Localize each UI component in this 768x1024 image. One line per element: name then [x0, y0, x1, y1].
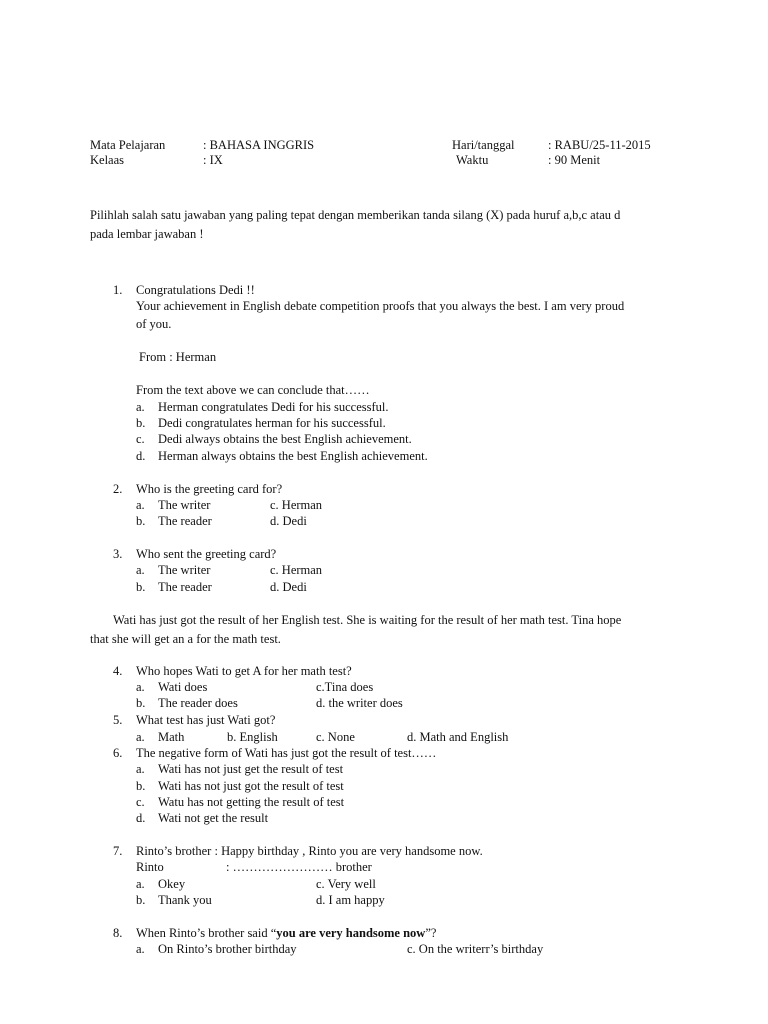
option-b-letter: b. [136, 416, 146, 430]
option-d-text: d. Dedi [270, 514, 307, 528]
option-c-text: c. Very well [316, 877, 376, 891]
option-b-text: Wati has not just got the result of test [158, 779, 344, 793]
card-text-line-1: Your achievement in English debate competition proofs that you always the best. I am very proud [136, 299, 625, 313]
option-b-letter: b. [136, 893, 146, 907]
passage-line-2: that she will get an a for the math test. [90, 632, 281, 646]
option-a-text: Okey [158, 877, 186, 891]
passage-line-1: Wati has just got the result of her English test. She is waiting for the result of her math test. Tina hope [113, 613, 622, 627]
option-b-text: The reader [158, 580, 212, 594]
question-number: 1. [113, 283, 123, 297]
option-b-text: Dedi congratulates herman for his successful. [158, 416, 386, 430]
card-text-line-2: of you. [136, 317, 172, 331]
option-a-letter: a. [136, 942, 145, 956]
question-text: Rinto’s brother : Happy birthday , Rinto you are very handsome now. [136, 844, 483, 858]
option-d-letter: d. [136, 811, 146, 825]
option-a-text: Wati has not just get the result of test [158, 762, 344, 776]
option-c-text: c. Herman [270, 563, 323, 577]
option-c-text: c. Herman [270, 498, 323, 512]
class-label: Kelaas [90, 153, 125, 167]
question-text-end: ”? [425, 926, 437, 940]
option-c-text: c.Tina does [316, 680, 374, 694]
option-a-text: The writer [158, 563, 211, 577]
question-text [136, 925, 436, 941]
question-text: Who is the greeting card for? [136, 482, 283, 496]
question-text: Who hopes Wati to get A for her math test? [136, 664, 352, 678]
option-c-text: Dedi always obtains the best English achievement. [158, 432, 412, 446]
day-value: : RABU/25-11-2015 [548, 138, 651, 152]
card-sender: From : Herman [139, 350, 217, 364]
question-number: 6. [113, 746, 123, 760]
question-text-start: When Rinto’s brother said “ [136, 926, 277, 940]
option-d-text: d. Math and English [407, 730, 509, 744]
option-a-text: On Rinto’s brother birthday [158, 942, 297, 956]
option-c-letter: c. [136, 432, 145, 446]
subject-label: Mata Pelajaran [90, 138, 166, 152]
option-a-letter: a. [136, 498, 145, 512]
option-b-text: The reader does [158, 696, 238, 710]
question-number: 3. [113, 547, 123, 561]
option-a-letter: a. [136, 563, 145, 577]
instruction-line-1: Pilihlah salah satu jawaban yang paling tepat dengan memberikan tanda silang (X) pada huruf a,b,c atau d [90, 208, 621, 222]
question-number: 5. [113, 713, 123, 727]
question-text: The negative form of Wati has just got the result of test…… [136, 746, 437, 760]
option-c-text: c. On the writerr’s birthday [407, 942, 544, 956]
question-text: Congratulations Dedi !! [136, 283, 255, 297]
option-b-letter: b. [136, 514, 146, 528]
question-number: 7. [113, 844, 123, 858]
option-a-letter: a. [136, 877, 145, 891]
option-a-letter: a. [136, 762, 145, 776]
option-b-letter: b. [136, 580, 146, 594]
option-b-letter: b. [136, 696, 146, 710]
time-label: Waktu [456, 153, 489, 167]
option-d-text: d. I am happy [316, 893, 385, 907]
instruction-line-2: pada lembar jawaban ! [90, 227, 204, 241]
question-number: 8. [113, 926, 123, 940]
question-number: 2. [113, 482, 123, 496]
quoted-phrase: you are very handsome now [276, 926, 426, 940]
option-c-text: Watu has not getting the result of test [158, 795, 345, 809]
option-a-text: The writer [158, 498, 211, 512]
option-a-letter: a. [136, 680, 145, 694]
option-d-text: Herman always obtains the best English achievement. [158, 449, 428, 463]
option-b-text: Thank you [158, 893, 212, 907]
option-d-text: d. Dedi [270, 580, 307, 594]
subject-value: : BAHASA INGGRIS [203, 138, 315, 152]
option-b-text: The reader [158, 514, 212, 528]
dialog-blank: : …………………… brother [226, 860, 372, 874]
option-a-text: Math [158, 730, 185, 744]
day-label: Hari/tanggal [452, 138, 515, 152]
class-value: : IX [203, 153, 223, 167]
option-b-letter: b. [136, 779, 146, 793]
option-b-text: b. English [227, 730, 278, 744]
option-a-letter: a. [136, 730, 145, 744]
option-d-text: d. the writer does [316, 696, 403, 710]
option-c-letter: c. [136, 795, 145, 809]
question-text: What test has just Wati got? [136, 713, 276, 727]
option-a-text: Wati does [158, 680, 208, 694]
option-a-letter: a. [136, 400, 145, 414]
question-prompt: From the text above we can conclude that…… [136, 383, 370, 397]
option-d-text: Wati not get the result [158, 811, 269, 825]
dialog-speaker: Rinto [136, 860, 164, 874]
question-number: 4. [113, 664, 123, 678]
option-a-text: Herman congratulates Dedi for his successful. [158, 400, 389, 414]
question-text: Who sent the greeting card? [136, 547, 277, 561]
option-d-letter: d. [136, 449, 146, 463]
option-c-text: c. None [316, 730, 355, 744]
time-value: : 90 Menit [548, 153, 601, 167]
